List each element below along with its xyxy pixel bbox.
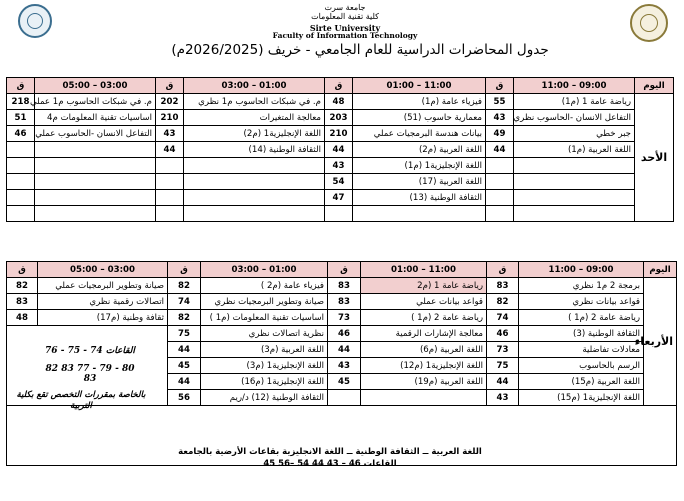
table-row: [7, 278, 677, 294]
room-cell: [156, 206, 184, 222]
room-cell: 47: [325, 190, 353, 206]
course-cell: اللغة العربية (م19): [361, 374, 487, 390]
room-cell: 54: [325, 174, 353, 190]
room-cell: 43: [325, 158, 353, 174]
column-header: ق: [7, 262, 38, 278]
room-cell: 43: [486, 110, 514, 126]
room-cell: [486, 190, 514, 206]
room-cell: 44: [168, 342, 201, 358]
table-row: [7, 142, 674, 158]
column-header: 09:00 – 11:00: [514, 78, 635, 94]
room-cell: 45: [328, 374, 361, 390]
footer-line-2: القاعات 46 – 43 44 54 –56 45: [263, 459, 397, 470]
room-cell: 44: [486, 142, 514, 158]
room-cell: 83: [7, 294, 38, 310]
room-cell: 83: [328, 278, 361, 294]
room-cell: 44: [325, 142, 353, 158]
course-cell: اللغة الإنجليزية1 (م12): [361, 358, 487, 374]
column-header: اليوم: [635, 78, 674, 94]
room-cell: 218: [7, 94, 35, 110]
room-cell: 43: [328, 358, 361, 374]
room-cell: 203: [325, 110, 353, 126]
course-cell: [514, 174, 635, 190]
course-cell: م. في شبكات الحاسوب م1 عملي: [35, 94, 156, 110]
course-cell: م. في شبكات الحاسوب م1 نظري: [184, 94, 325, 110]
course-cell: قواعد بيانات عملي: [361, 294, 487, 310]
course-cell: بيانات هندسة البرمجيات عملي: [353, 126, 486, 142]
column-header: ق: [7, 78, 35, 94]
course-cell: نظرية اتصالات نظري: [201, 326, 328, 342]
header-row: [7, 262, 677, 278]
course-cell: معالجة المتغيرات: [184, 110, 325, 126]
course-cell: [35, 142, 156, 158]
column-header: 11:00 – 01:00: [361, 262, 487, 278]
room-cell: 82: [168, 278, 201, 294]
room-cell: [7, 142, 35, 158]
room-cell: 43: [156, 126, 184, 142]
column-header: ق: [325, 78, 353, 94]
footer-line-1: اللغة العربية ــ الثقافة الوطنية ــ اللغة الانجليزية بقاعات الأرضية بالجامعة: [178, 447, 482, 457]
room-cell: 74: [168, 294, 201, 310]
column-header: 09:00 – 11:00: [519, 262, 644, 278]
table-row: [7, 158, 674, 174]
room-cell: 82: [487, 294, 519, 310]
course-cell: اللغة الإنجليزية1 (م15): [519, 390, 644, 406]
footer-note: [140, 446, 520, 471]
course-cell: الثقافة الوطنية (3): [519, 326, 644, 342]
table-row: [7, 294, 677, 310]
column-header: ق: [156, 78, 184, 94]
course-cell: الثقافة الوطنية (14): [184, 142, 325, 158]
course-cell: [184, 174, 325, 190]
university-name-ar: جامعة سرت: [324, 3, 366, 12]
room-cell: [328, 390, 361, 406]
course-cell: برمجة 2 م1 نظري: [519, 278, 644, 294]
room-cell: 83: [328, 294, 361, 310]
course-cell: [514, 206, 635, 222]
room-cell: [7, 158, 35, 174]
course-cell: معمارية حاسوب (51): [353, 110, 486, 126]
room-cell: [7, 174, 35, 190]
room-cell: 44: [156, 142, 184, 158]
room-cell: [486, 174, 514, 190]
room-cell: [486, 158, 514, 174]
room-cell: [7, 206, 35, 222]
room-cell: 55: [486, 94, 514, 110]
room-cell: 202: [156, 94, 184, 110]
column-header: 03:00 – 05:00: [38, 262, 168, 278]
course-cell: قواعد بيانات نظري: [519, 294, 644, 310]
room-cell: 45: [168, 358, 201, 374]
course-cell: الرسم بالحاسوب: [519, 358, 644, 374]
university-name-en: Sirte University: [309, 23, 381, 33]
table-row: [7, 126, 674, 142]
table-row: [7, 310, 677, 326]
faculty-logo: [630, 4, 668, 42]
course-cell: [353, 206, 486, 222]
room-cell: 43: [487, 390, 519, 406]
course-cell: اللغة العربية (م2): [353, 142, 486, 158]
table-row: [7, 206, 674, 222]
course-cell: فيزياء عامة (م1): [353, 94, 486, 110]
room-cell: 44: [328, 342, 361, 358]
column-header: ق: [487, 262, 519, 278]
halls-note-2: 80 - 79 - 77 83 82 83: [45, 364, 135, 384]
header-row: [7, 78, 674, 94]
room-cell: 46: [487, 326, 519, 342]
room-cell: [156, 190, 184, 206]
column-header: 01:00 – 03:00: [184, 78, 325, 94]
day-cell: الأحد: [635, 94, 674, 222]
course-cell: ثقافة وطنية (م17): [38, 310, 168, 326]
course-cell: الثقافة الوطنية (12) د/ريم: [201, 390, 328, 406]
course-cell: صيانة وتطوير البرمجيات نظري: [201, 294, 328, 310]
education-wing-note: بالخاصة بمقررات التخصص تقع بكلية التربية: [16, 390, 146, 411]
day-cell: الأربعاء: [644, 278, 677, 406]
course-cell: التفاعل الانسان -الحاسوب عملي: [35, 126, 156, 142]
room-cell: 46: [7, 126, 35, 142]
faculty-name-ar: كلية تقنية المعلومات: [311, 12, 379, 21]
course-cell: رياضة عامة 1 (م1): [514, 94, 635, 110]
course-cell: اتصالات رقمية نظري: [38, 294, 168, 310]
room-cell: 49: [486, 126, 514, 142]
faculty-name-en: Faculty of Information Technology: [272, 31, 418, 40]
room-cell: 44: [168, 374, 201, 390]
course-cell: [514, 158, 635, 174]
room-cell: 73: [328, 310, 361, 326]
column-header: 03:00 – 05:00: [35, 78, 156, 94]
course-cell: الثقافة الوطنية (13): [353, 190, 486, 206]
room-cell: 46: [328, 326, 361, 342]
course-cell: اللغة الإنجليزية1 (م16): [201, 374, 328, 390]
column-header: 11:00 – 01:00: [353, 78, 486, 94]
room-cell: 74: [487, 310, 519, 326]
room-cell: 56: [168, 390, 201, 406]
schedule-table-sunday: [6, 77, 674, 222]
course-cell: [35, 206, 156, 222]
course-cell: اللغة العربية (17): [353, 174, 486, 190]
room-cell: 82: [168, 310, 201, 326]
course-cell: اللغة الإنجليزية1 (م3): [201, 358, 328, 374]
room-cell: [325, 206, 353, 222]
course-cell: [35, 190, 156, 206]
halls-note-1: القاعات 74 - 75 - 76: [45, 346, 135, 356]
table-row: [7, 110, 674, 126]
course-cell: اللغة العربية (م1): [514, 142, 635, 158]
room-cell: [156, 158, 184, 174]
course-cell: التفاعل الانسان -الحاسوب نظري: [514, 110, 635, 126]
room-cell: 83: [487, 278, 519, 294]
room-cell: 82: [7, 278, 38, 294]
room-cell: 44: [487, 374, 519, 390]
course-cell: اللغة العربية (م15): [519, 374, 644, 390]
room-cell: 73: [487, 342, 519, 358]
column-header: اليوم: [644, 262, 677, 278]
course-cell: رياضة عامة 1 (م2: [361, 278, 487, 294]
course-cell: اساسيات تقنية المعلومات (م1 ): [201, 310, 328, 326]
column-header: ق: [486, 78, 514, 94]
room-cell: 210: [156, 110, 184, 126]
room-cell: 51: [7, 110, 35, 126]
course-cell: فيزياء عامة (م2 ): [201, 278, 328, 294]
column-header: 01:00 – 03:00: [201, 262, 328, 278]
table-row: [7, 94, 674, 110]
course-cell: [184, 206, 325, 222]
table-row: [7, 174, 674, 190]
course-cell: معادلات تفاضلية: [519, 342, 644, 358]
table-row: [7, 190, 674, 206]
room-cell: [486, 206, 514, 222]
course-cell: اللغة العربية (م6): [361, 342, 487, 358]
course-cell: [35, 174, 156, 190]
course-cell: اساسيات تقنية المعلومات م4: [35, 110, 156, 126]
course-cell: اللغة العربية (م3): [201, 342, 328, 358]
course-cell: [35, 158, 156, 174]
course-cell: [514, 190, 635, 206]
room-cell: 48: [325, 94, 353, 110]
course-cell: معالجة الإشارات الرقمية: [361, 326, 487, 342]
room-cell: 75: [487, 358, 519, 374]
sirte-university-logo: [18, 4, 52, 38]
table-row: [7, 326, 677, 342]
course-cell: اللغة الإنجليزية1 (م2): [184, 126, 325, 142]
course-cell: صيانة وتطوير البرمجيات عملي: [38, 278, 168, 294]
course-cell: [184, 190, 325, 206]
room-cell: 210: [325, 126, 353, 142]
course-cell: رياضة عامة 2 (م1 ): [361, 310, 487, 326]
course-cell: [184, 158, 325, 174]
room-cell: 75: [168, 326, 201, 342]
course-cell: رياضة عامة 2 (م1 ): [519, 310, 644, 326]
course-cell: [361, 390, 487, 406]
course-cell: جبر خطي: [514, 126, 635, 142]
page-header: [0, 0, 684, 62]
column-header: ق: [168, 262, 201, 278]
room-cell: [156, 174, 184, 190]
course-cell: اللغة الإنجليزية1 (م1): [353, 158, 486, 174]
room-cell: 48: [7, 310, 38, 326]
room-cell: [7, 190, 35, 206]
schedule-title: جدول المحاضرات الدراسية للعام الجامعي - خريف (2026/2025م): [171, 42, 549, 58]
column-header: ق: [328, 262, 361, 278]
